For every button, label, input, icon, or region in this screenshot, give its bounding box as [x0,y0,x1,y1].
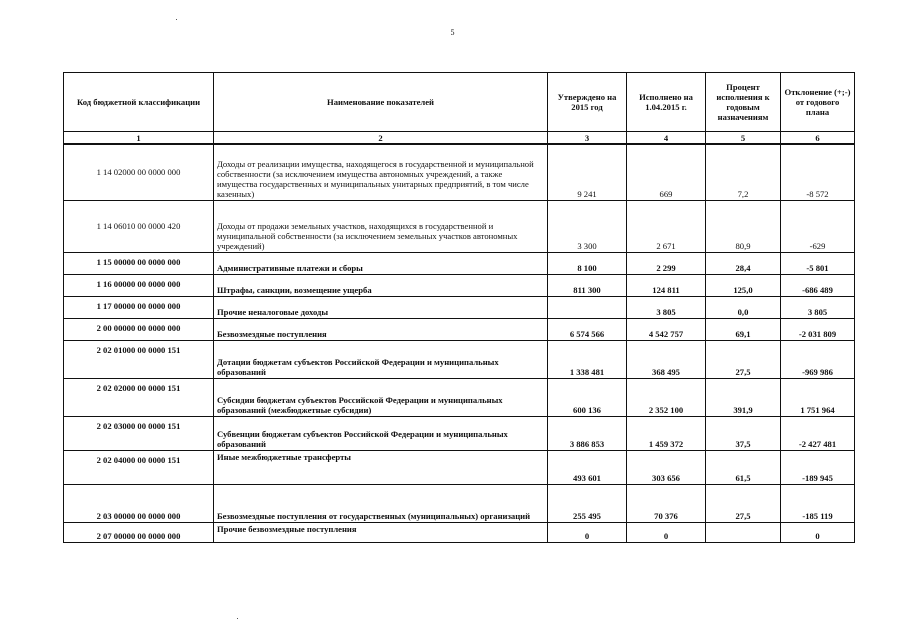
row-approved [548,296,627,318]
row-code: 1 17 00000 00 0000 000 [64,296,214,318]
row-name: Безвозмездные поступления от государственных (муниципальных) организаций [214,484,548,522]
table-row [64,340,855,378]
row-approved: 1 338 481 [548,340,627,378]
row-deviation: -969 986 [781,340,855,378]
row-deviation: 1 751 964 [781,378,855,416]
row-executed: 669 [627,144,706,200]
table-row [64,484,855,522]
row-name: Административные платежи и сборы [214,252,548,274]
row-name: Иные межбюджетные трансферты [214,450,548,484]
row-deviation: -2 427 481 [781,416,855,450]
row-name: Субвенции бюджетам субъектов Российской Федерации и муниципальных образований [214,416,548,450]
row-deviation: 0 [781,522,855,542]
row-deviation: -686 489 [781,274,855,296]
row-code: 2 00 00000 00 0000 000 [64,318,214,340]
row-percent: 37,5 [706,416,781,450]
table-row [64,522,855,542]
column-number: 6 [781,132,855,145]
row-code: 1 15 00000 00 0000 000 [64,252,214,274]
table-row [64,200,855,252]
row-percent: 61,5 [706,450,781,484]
table-row [64,416,855,450]
scan-speck [176,19,177,20]
header-approved: Утверждено на 2015 год [548,73,627,132]
row-deviation: -189 945 [781,450,855,484]
row-code: 1 14 02000 00 0000 000 [64,144,214,200]
row-deviation: 3 805 [781,296,855,318]
row-percent: 69,1 [706,318,781,340]
header-row [64,73,855,132]
table-row [64,378,855,416]
row-percent: 125,0 [706,274,781,296]
header-deviation: Отклонение (+;-) от годового плана [781,73,855,132]
row-name: Прочие безвозмездные поступления [214,522,548,542]
row-name: Штрафы, санкции, возмещение ущерба [214,274,548,296]
row-approved: 8 100 [548,252,627,274]
row-name: Безвозмездные поступления [214,318,548,340]
table-row [64,144,855,200]
row-executed: 70 376 [627,484,706,522]
row-code: 2 03 00000 00 0000 000 [64,484,214,522]
row-executed: 1 459 372 [627,416,706,450]
row-deviation: -185 119 [781,484,855,522]
page-number: 5 [450,28,455,37]
row-executed: 124 811 [627,274,706,296]
row-executed: 303 656 [627,450,706,484]
row-percent: 27,5 [706,340,781,378]
row-percent [706,522,781,542]
column-number: 5 [706,132,781,145]
row-code: 2 07 00000 00 0000 000 [64,522,214,542]
row-percent: 28,4 [706,252,781,274]
row-executed: 2 671 [627,200,706,252]
row-approved: 493 601 [548,450,627,484]
row-percent: 7,2 [706,144,781,200]
row-approved: 811 300 [548,274,627,296]
row-code: 2 02 01000 00 0000 151 [64,340,214,378]
row-code: 2 02 03000 00 0000 151 [64,416,214,450]
budget-execution-table [63,72,855,543]
row-percent: 0,0 [706,296,781,318]
row-approved: 255 495 [548,484,627,522]
header-name: Наименование показателей [214,73,548,132]
row-name: Субсидии бюджетам субъектов Российской Федерации и муниципальных образований (межбюджетные субсидии) [214,378,548,416]
scan-speck [237,618,238,619]
row-code: 2 02 04000 00 0000 151 [64,450,214,484]
column-number: 2 [214,132,548,145]
header-percent: Процент исполнения к годовым назначениям [706,73,781,132]
column-number: 3 [548,132,627,145]
row-approved: 3 300 [548,200,627,252]
row-percent: 391,9 [706,378,781,416]
row-approved: 6 574 566 [548,318,627,340]
column-number-row [64,132,855,145]
row-deviation: -629 [781,200,855,252]
row-executed: 2 352 100 [627,378,706,416]
column-number: 1 [64,132,214,145]
row-approved: 600 136 [548,378,627,416]
table-row [64,274,855,296]
row-name: Дотации бюджетам субъектов Российской Федерации и муниципальных образований [214,340,548,378]
row-approved: 9 241 [548,144,627,200]
row-code: 2 02 02000 00 0000 151 [64,378,214,416]
row-deviation: -5 801 [781,252,855,274]
row-deviation: -8 572 [781,144,855,200]
row-name: Доходы от реализации имущества, находящегося в государственной и муниципальной собственности (за исключением имущества автономных учреждений, а также имущества государственных и муниципальных унитарных предприятий, в том числе казенных) [214,144,548,200]
row-executed: 2 299 [627,252,706,274]
row-executed: 4 542 757 [627,318,706,340]
header-executed: Исполнено на 1.04.2015 г. [627,73,706,132]
row-executed: 3 805 [627,296,706,318]
row-percent: 80,9 [706,200,781,252]
row-executed: 368 495 [627,340,706,378]
table-row [64,318,855,340]
row-executed: 0 [627,522,706,542]
row-code: 1 14 06010 00 0000 420 [64,200,214,252]
column-number: 4 [627,132,706,145]
row-code: 1 16 00000 00 0000 000 [64,274,214,296]
row-approved: 3 886 853 [548,416,627,450]
row-name: Прочие неналоговые доходы [214,296,548,318]
row-approved: 0 [548,522,627,542]
header-code: Код бюджетной классификации [64,73,214,132]
row-deviation: -2 031 809 [781,318,855,340]
table-row [64,450,855,484]
row-percent: 27,5 [706,484,781,522]
table-row [64,252,855,274]
row-name: Доходы от продажи земельных участков, находящихся в государственной и муниципальной собственности (за исключением земельных участков автономных учреждений) [214,200,548,252]
table-row [64,296,855,318]
